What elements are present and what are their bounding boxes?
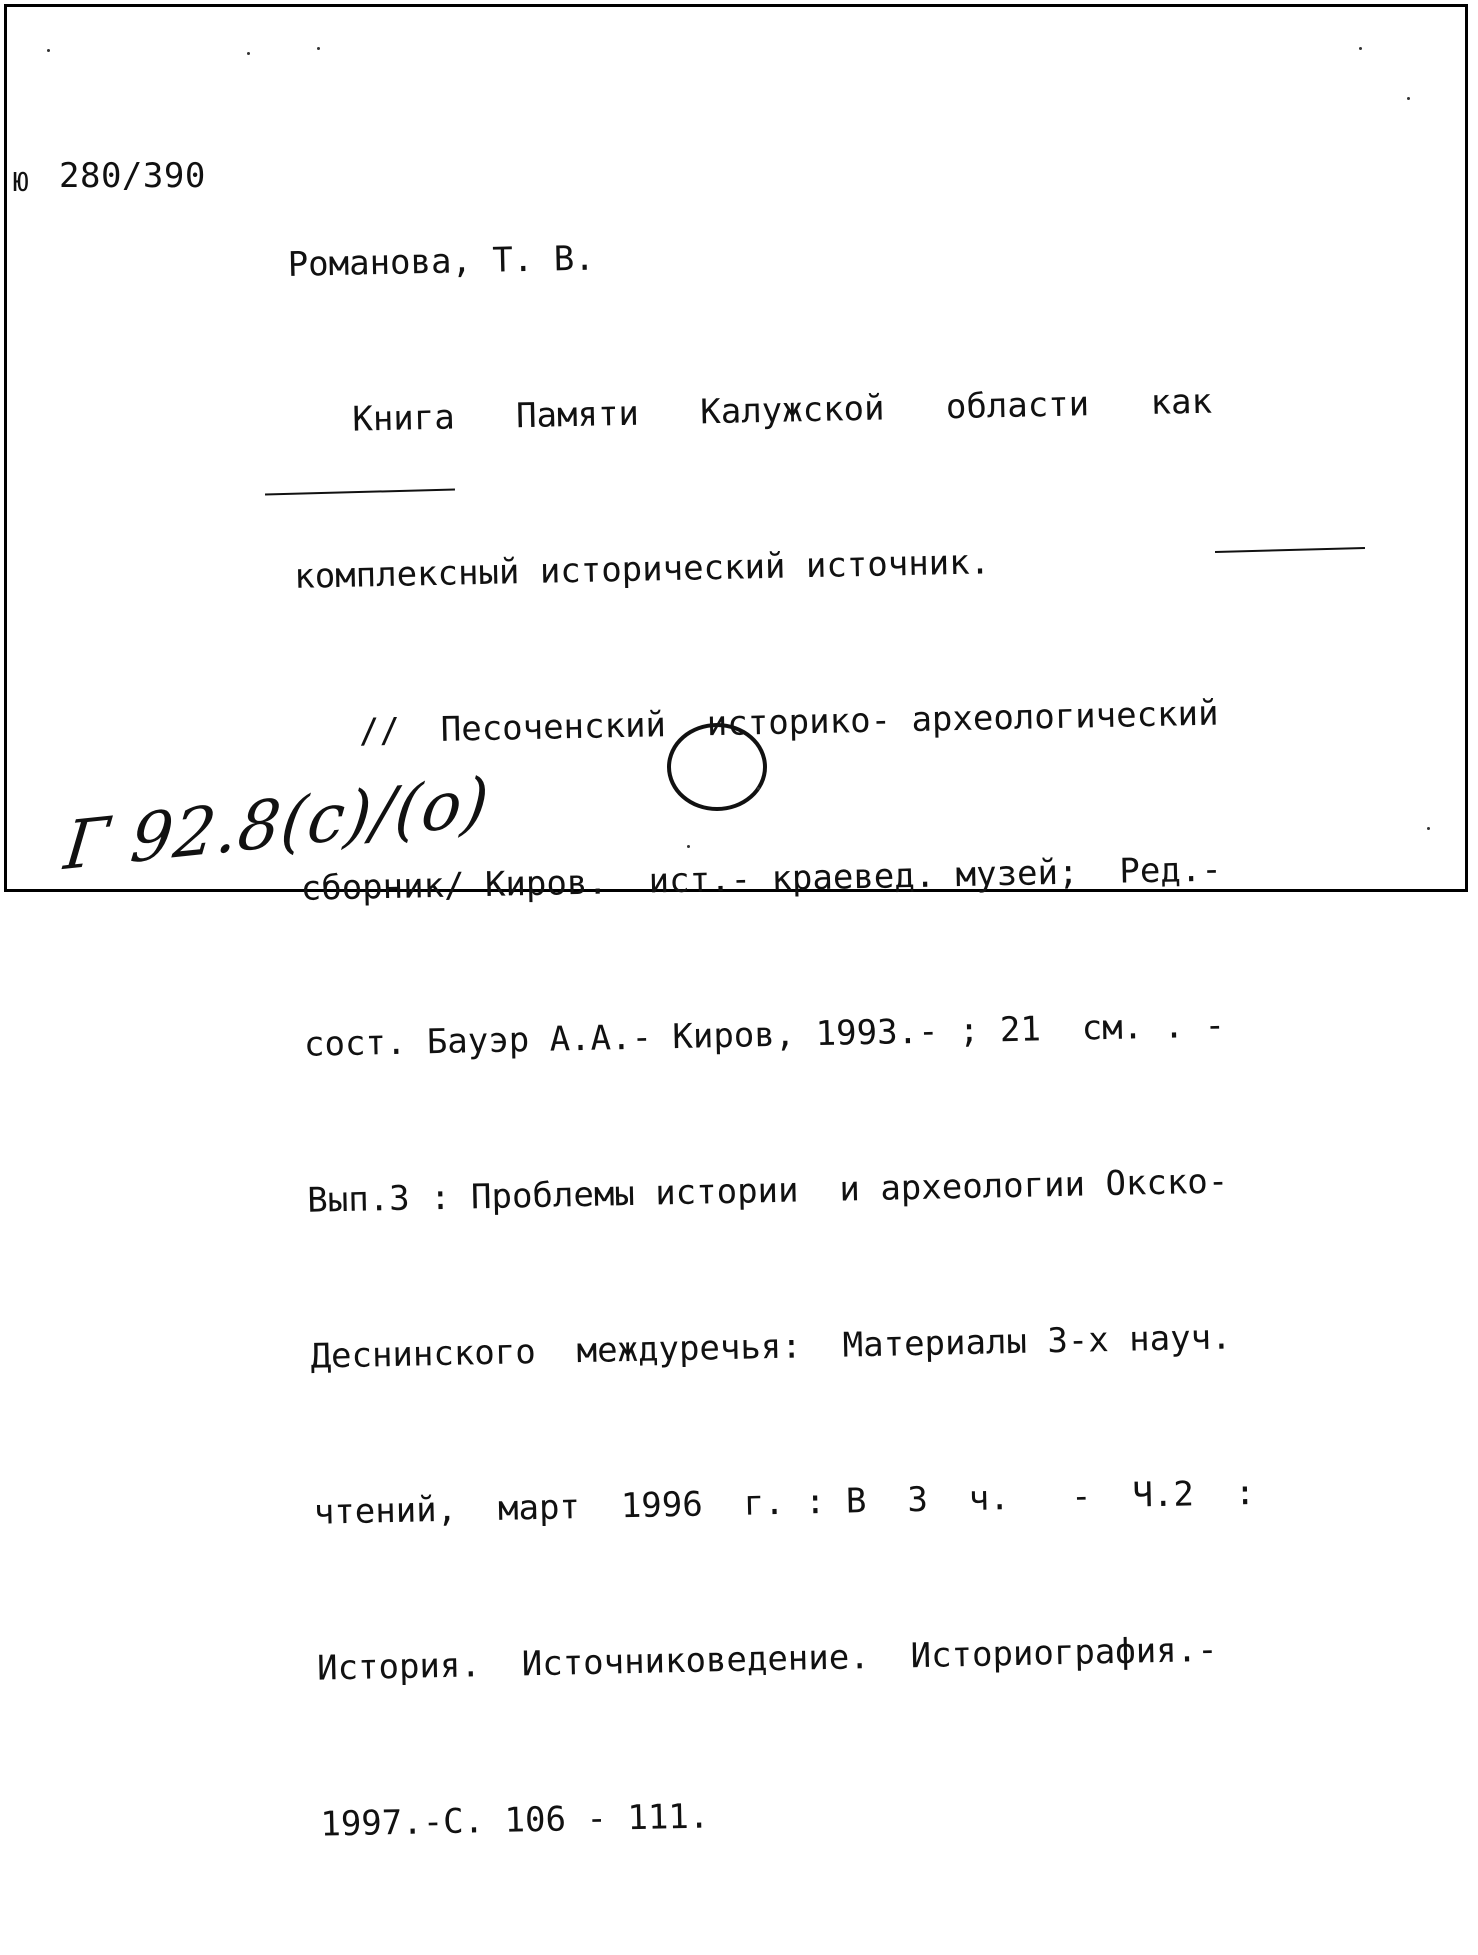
entry-line-subject: История. Источниковедение. Историография.- xyxy=(316,1629,1219,1689)
entry-line-issue: Вып.3 : Проблемы истории и археологии Окско- xyxy=(306,1161,1229,1221)
card-corner-mark: Ю xyxy=(13,168,29,198)
entry-line-part: чтений, март 1996 г. : В 3 ч. - Ч.2 : xyxy=(313,1472,1256,1533)
entry-line-title: Книга Памяти Калужской области как xyxy=(290,381,1213,441)
speck xyxy=(1359,47,1362,50)
entry-line-pages: 1997.-С. 106 - 111. xyxy=(319,1796,710,1845)
entry-line-source: // Песоченский историко- археологический xyxy=(297,693,1219,753)
speck xyxy=(47,49,50,52)
entry-line-editor: сост. Бауэр А.А.- Киров, 1993.- ; 21 см. . - xyxy=(303,1005,1226,1065)
speck xyxy=(1427,827,1430,830)
punch-hole xyxy=(667,723,767,811)
entry-line-title-cont: комплексный исторический источник. xyxy=(293,542,991,597)
entry-line-source-cont: сборник/ Киров. ист.- краевед. музей; Ред.- xyxy=(300,849,1223,909)
entry-line-author: Романова, Т. В. xyxy=(287,238,596,285)
entry-line-issue-cont: Деснинского междуречья: Материалы 3-х науч. xyxy=(310,1317,1232,1377)
speck xyxy=(1407,97,1410,100)
speck xyxy=(687,845,690,848)
speck xyxy=(317,47,320,50)
speck xyxy=(247,52,250,55)
bibliographic-entry xyxy=(285,112,1423,1955)
catalog-card xyxy=(4,4,1468,1845)
shelfmark: 280/390 xyxy=(59,156,206,196)
handwritten-classification: Г 92.8(с)/(о) xyxy=(60,762,494,886)
speck xyxy=(757,787,760,790)
